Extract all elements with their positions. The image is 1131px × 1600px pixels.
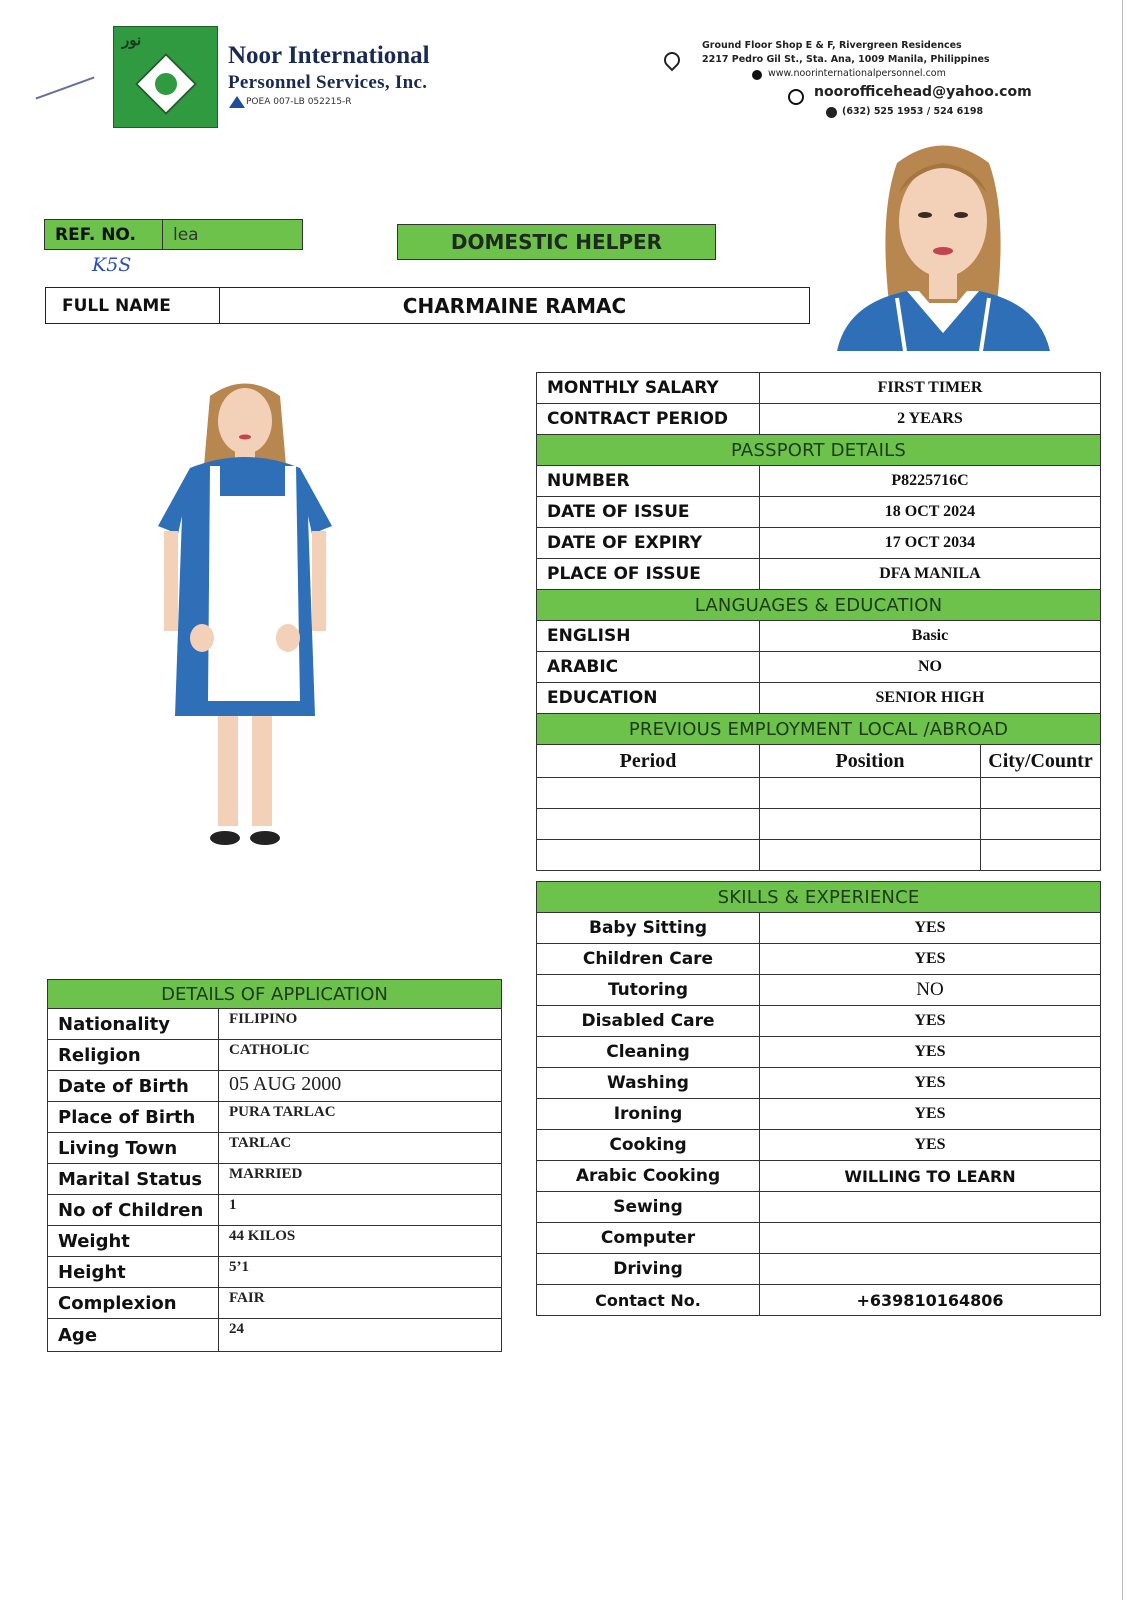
table-row [48,1040,502,1071]
table-row [537,778,1101,809]
education-value: SENIOR HIGH [760,683,1101,714]
complexion-label: Complexion [48,1288,219,1319]
full-name-label: FULL NAME [45,287,220,324]
skill-value [760,1254,1101,1285]
table-row [48,1226,502,1257]
skill-value [760,1223,1101,1254]
table-row [537,1285,1101,1316]
logo-emblem-icon [153,71,179,97]
phone-icon [826,107,837,118]
skill-value: YES [760,1130,1101,1161]
table-row [537,497,1101,528]
contact-label: Contact No. [537,1285,760,1316]
age-label: Age [48,1319,219,1352]
place-of-birth-label: Place of Birth [48,1102,219,1133]
skill-value: YES [760,913,1101,944]
weight-label: Weight [48,1226,219,1257]
height-label: Height [48,1257,219,1288]
nationality-value: FILIPINO [219,1009,502,1040]
living-town-label: Living Town [48,1133,219,1164]
children-value: 1 [219,1195,502,1226]
contract-period-value: 2 YEARS [760,404,1101,435]
company-logo [113,26,218,128]
date-of-birth-value: 05 AUG 2000 [219,1071,502,1102]
table-row [537,528,1101,559]
table-row [48,1102,502,1133]
skill-value [760,1192,1101,1223]
table-row [537,1068,1101,1099]
table-row [537,404,1101,435]
table-row [537,944,1101,975]
ref-no-value: lea [163,219,303,250]
table-row [537,683,1101,714]
application-section-header: DETAILS OF APPLICATION [48,980,502,1009]
period-column-header: Period [537,745,760,778]
weight-value: 44 KILOS [219,1226,502,1257]
employment-section-header: PREVIOUS EMPLOYMENT LOCAL /ABROAD [537,714,1101,745]
marital-status-label: Marital Status [48,1164,219,1195]
skill-value: YES [760,1006,1101,1037]
skill-label: Baby Sitting [537,913,760,944]
date-of-issue-label: DATE OF ISSUE [537,497,760,528]
handwritten-note: K5S [92,254,132,276]
skill-value: NO [760,975,1101,1006]
passport-section-header: PASSPORT DETAILS [537,435,1101,466]
city-country-column-header: City/Countr [981,745,1101,778]
height-value: 5’1 [219,1257,502,1288]
full-body-photo [150,376,350,866]
table-row [48,1164,502,1195]
web-icon [752,70,762,80]
candidate-details-table [536,372,1101,1316]
skill-label: Sewing [537,1192,760,1223]
passport-number-label: NUMBER [537,466,760,497]
education-label: EDUCATION [537,683,760,714]
page-edge [1122,0,1123,1600]
place-of-issue-value: DFA MANILA [760,559,1101,590]
passport-number-value: P8225716C [760,466,1101,497]
contract-period-label: CONTRACT PERIOD [537,404,760,435]
skill-label: Disabled Care [537,1006,760,1037]
date-of-birth-label: Date of Birth [48,1071,219,1102]
license-number: POEA 007-LB 052215-R [246,97,352,107]
religion-label: Religion [48,1040,219,1071]
skill-label: Tutoring [537,975,760,1006]
table-row [48,1195,502,1226]
table-row [537,975,1101,1006]
table-row [537,1254,1101,1285]
email: noorofficehead@yahoo.com [814,84,1032,100]
skill-value: YES [760,944,1101,975]
living-town-value: TARLAC [219,1133,502,1164]
contact-value: +639810164806 [760,1285,1101,1316]
position-column-header: Position [760,745,981,778]
address-line1: Ground Floor Shop E & F, Rivergreen Residences [702,40,962,51]
ref-no-label: REF. NO. [44,219,163,250]
table-row [48,1257,502,1288]
application-details-table [47,979,502,1352]
table-row [48,1319,502,1352]
age-value: 24 [219,1319,502,1352]
table-row [537,1130,1101,1161]
nationality-label: Nationality [48,1009,219,1040]
marital-status-value: MARRIED [219,1164,502,1195]
skill-label: Computer [537,1223,760,1254]
table-row [537,745,1101,778]
phone: (632) 525 1953 / 524 6198 [842,106,984,117]
skill-value: YES [760,1068,1101,1099]
monthly-salary-label: MONTHLY SALARY [537,373,760,404]
job-title: DOMESTIC HELPER [397,224,716,260]
children-label: No of Children [48,1195,219,1226]
skill-label: Cleaning [537,1037,760,1068]
logo-arabic-text: نور [122,31,142,49]
complexion-value: FAIR [219,1288,502,1319]
place-of-birth-value: PURA TARLAC [219,1102,502,1133]
english-value: Basic [760,621,1101,652]
date-of-expiry-label: DATE OF EXPIRY [537,528,760,559]
religion-value: CATHOLIC [219,1040,502,1071]
table-row [537,559,1101,590]
table-row [537,1223,1101,1254]
skill-label: Arabic Cooking [537,1161,760,1192]
skill-value: YES [760,1037,1101,1068]
table-row [537,1037,1101,1068]
skills-section-header: SKILLS & EXPERIENCE [537,882,1101,913]
table-row [537,1099,1101,1130]
monthly-salary-value: FIRST TIMER [760,373,1101,404]
pen-mark [36,76,95,99]
skill-value: WILLING TO LEARN [760,1161,1101,1192]
skill-label: Cooking [537,1130,760,1161]
skill-value: YES [760,1099,1101,1130]
website: www.noorinternationalpersonnel.com [768,68,946,79]
skill-label: Washing [537,1068,760,1099]
skill-label: Ironing [537,1099,760,1130]
table-row [48,1071,502,1102]
table-row [537,652,1101,683]
table-row [537,840,1101,871]
address-line2: 2217 Pedro Gil St., Sta. Ana, 1009 Manila, Philippines [702,54,990,65]
table-row [48,1133,502,1164]
skill-label: Children Care [537,944,760,975]
table-row [48,1288,502,1319]
languages-section-header: LANGUAGES & EDUCATION [537,590,1101,621]
table-row [537,1161,1101,1192]
company-name-line2: Personnel Services, Inc. [228,72,428,93]
table-row [537,1192,1101,1223]
company-name: Noor International [228,42,430,69]
full-name-value: CHARMAINE RAMAC [220,287,810,324]
arabic-value: NO [760,652,1101,683]
table-row [537,466,1101,497]
table-row [537,809,1101,840]
date-of-expiry-value: 17 OCT 2034 [760,528,1101,559]
table-row [537,621,1101,652]
table-row [537,373,1101,404]
date-of-issue-value: 18 OCT 2024 [760,497,1101,528]
table-row [48,1009,502,1040]
arabic-label: ARABIC [537,652,760,683]
table-row [537,1006,1101,1037]
poea-triangle-icon [229,96,245,108]
location-pin-icon [661,49,684,72]
email-icon [788,89,804,105]
english-label: ENGLISH [537,621,760,652]
skill-label: Driving [537,1254,760,1285]
portrait-photo [837,133,1050,351]
place-of-issue-label: PLACE OF ISSUE [537,559,760,590]
table-row [537,913,1101,944]
